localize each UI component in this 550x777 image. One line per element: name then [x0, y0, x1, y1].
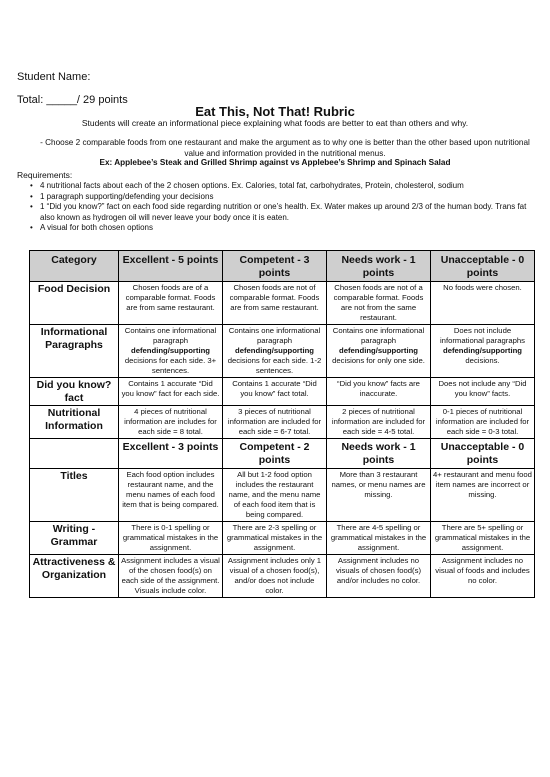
subheader-blank	[30, 439, 119, 469]
subheader-competent: Competent - 2 points	[223, 439, 327, 469]
requirement-item: • 1 “Did you know?” fact on each food side regarding nutrition or one’s health. Ex. Water makes up around 2/3 of the human body. Trans fat also known as hydrogen oil will never leave your body once it is eaten.	[30, 202, 540, 223]
table-cell: Contains one informational paragraph defending/supporting decisions for only one side.	[327, 325, 431, 378]
table-cell: There are 4-5 spelling or grammatical mistakes in the assignment.	[327, 522, 431, 555]
table-cell: More than 3 restaurant names, or menu names are missing.	[327, 469, 431, 522]
table-cell: Assignment includes a visual of the chosen food(s) on each side of the assignment. Visuals include color.	[119, 555, 223, 598]
table-cell: 4+ restaurant and menu food item names are incorrect or missing.	[431, 469, 535, 522]
page-title: Eat This, Not That! Rubric	[195, 104, 355, 119]
table-cell: Chosen foods are not of a comparable format. Foods are not from the same restaurant.	[327, 282, 431, 325]
table-cell: 2 pieces of nutritional information are included for each side = 4-5 total.	[327, 406, 431, 439]
table-row	[30, 522, 535, 555]
total-points-label: Total: _____/ 29 points	[17, 94, 128, 106]
page-subtitle: Students will create an informational piece explaining what foods are better to eat than others and why.	[81, 118, 469, 128]
table-row	[30, 325, 535, 378]
table-cell: There are 2-3 spelling or grammatical mistakes in the assignment.	[223, 522, 327, 555]
requirements-list	[30, 181, 540, 234]
requirement-item: • 1 paragraph supporting/defending your decisions	[30, 192, 540, 203]
requirement-item: • A visual for both chosen options	[30, 223, 540, 234]
table-cell: Contains 1 accurate “Did you know” fact for each side.	[119, 378, 223, 406]
row-category: Did you know? fact	[30, 378, 119, 406]
table-row	[30, 469, 535, 522]
table-subheader-row	[30, 439, 535, 469]
table-row	[30, 555, 535, 598]
table-cell: Assignment includes no visuals of chosen food(s) and/or includes no color.	[327, 555, 431, 598]
instructions: - Choose 2 comparable foods from one restaurant and make the argument as to why one is better than the other based upon nutritional value and information provided in the nutritional menus.	[40, 138, 530, 158]
header-excellent: Excellent - 5 points	[119, 251, 223, 282]
example-text: Ex: Applebee’s Steak and Grilled Shrimp against vs Applebee’s Shrimp and Spinach Salad	[99, 158, 451, 167]
table-row	[30, 282, 535, 325]
table-cell: No foods were chosen.	[431, 282, 535, 325]
requirements-label: Requirements:	[17, 170, 73, 180]
header-unacceptable: Unacceptable - 0 points	[431, 251, 535, 282]
row-category: Food Decision	[30, 282, 119, 325]
table-cell: 0-1 pieces of nutritional information are included for each side = 0-3 total.	[431, 406, 535, 439]
row-category: Attractiveness & Organization	[30, 555, 119, 598]
table-cell: Chosen foods are not of comparable format. Foods are from same restaurant.	[223, 282, 327, 325]
table-cell: All but 1-2 food option includes the restaurant name, and the menu name of each food item that is being compared.	[223, 469, 327, 522]
header-competent: Competent - 3 points	[223, 251, 327, 282]
table-cell: Does not include any “Did you know” facts.	[431, 378, 535, 406]
row-category: Titles	[30, 469, 119, 522]
row-category: Informational Paragraphs	[30, 325, 119, 378]
header-needs-work: Needs work - 1 points	[327, 251, 431, 282]
row-category: Nutritional Information	[30, 406, 119, 439]
table-cell: There is 0-1 spelling or grammatical mistakes in the assignment.	[119, 522, 223, 555]
table-cell: Contains one informational paragraph defending/supporting decisions for each side. 1-2 sentences.	[223, 325, 327, 378]
subheader-excellent: Excellent - 3 points	[119, 439, 223, 469]
rubric-table	[29, 250, 535, 598]
subheader-unacceptable: Unacceptable - 0 points	[431, 439, 535, 469]
header-category: Category	[30, 251, 119, 282]
table-cell: Does not include informational paragraphs defending/supporting decisions.	[431, 325, 535, 378]
table-cell: 3 pieces of nutritional information are included for each side = 6-7 total.	[223, 406, 327, 439]
student-name-label: Student Name:	[17, 71, 91, 83]
row-category: Writing - Grammar	[30, 522, 119, 555]
table-cell: Chosen foods are of a comparable format. Foods are from same restaurant.	[119, 282, 223, 325]
table-row	[30, 406, 535, 439]
table-cell: Assignment includes only 1 visual of a chosen food(s), and/or does not include color.	[223, 555, 327, 598]
table-cell: Assignment includes no visual of foods and includes no color.	[431, 555, 535, 598]
table-cell: 4 pieces of nutritional information are includes for each side = 8 total.	[119, 406, 223, 439]
table-cell: Contains one informational paragraph defending/supporting decisions for each side. 3+ sentences.	[119, 325, 223, 378]
table-row	[30, 378, 535, 406]
table-cell: There are 5+ spelling or grammatical mistakes in the assignment.	[431, 522, 535, 555]
table-cell: “Did you know” facts are inaccurate.	[327, 378, 431, 406]
table-cell: Each food option includes restaurant name, and the menu names of each food item that is being compared.	[119, 469, 223, 522]
table-header-row	[30, 251, 535, 282]
requirement-item: • 4 nutritional facts about each of the 2 chosen options. Ex. Calories, total fat, carbohydrates, Protein, cholesterol, sodium	[30, 181, 540, 192]
table-cell: Contains 1 accurate “Did you know” fact total.	[223, 378, 327, 406]
subheader-needs-work: Needs work - 1 points	[327, 439, 431, 469]
